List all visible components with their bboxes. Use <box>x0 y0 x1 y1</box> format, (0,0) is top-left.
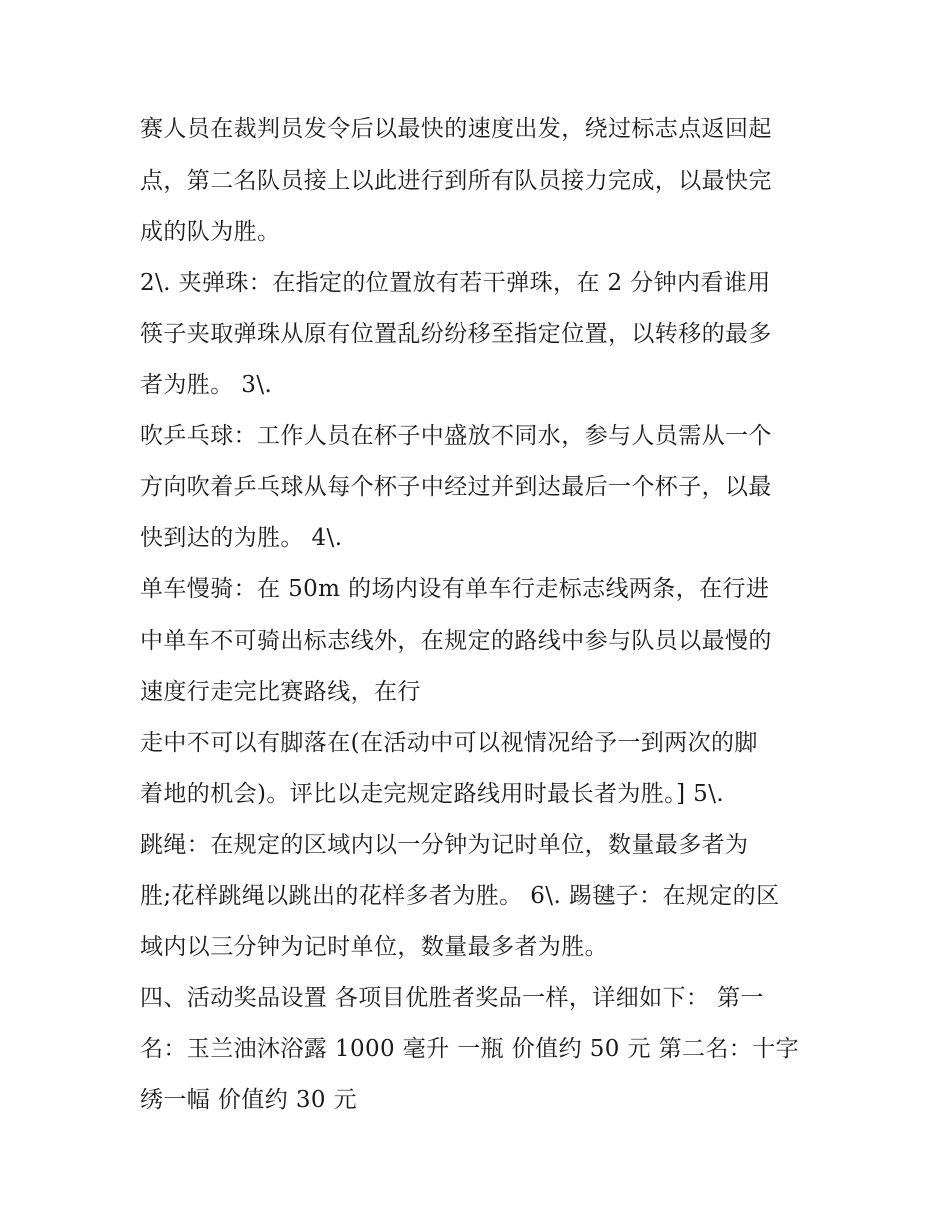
text-line: 绣一幅 价值约 30 元 <box>140 1087 357 1113</box>
text-line: 单车慢骑：在 50m 的场内设有单车行走标志线两条，在行进 <box>140 576 770 602</box>
text-line: 域内以三分钟为记时单位，数量最多者为胜。 <box>140 934 608 960</box>
text-line: 胜;花样跳绳以跳出的花样多者为胜。 6\. 踢毽子：在规定的区 <box>140 883 780 909</box>
text-line: 赛人员在裁判员发令后以最快的速度出发，绕过标志点返回起 <box>140 116 772 142</box>
text-line: 中单车不可骑出标志线外，在规定的路线中参与队员以最慢的 <box>140 628 772 654</box>
text-line: 四、活动奖品设置 各项目优胜者奖品一样，详细如下： 第一 <box>140 985 764 1011</box>
text-line: 方向吹着乒乓球从每个杯子中经过并到达最后一个杯子，以最 <box>140 474 772 500</box>
text-line: 成的队为胜。 <box>140 219 281 245</box>
text-line: 快到达的为胜。 4\. <box>140 525 343 551</box>
text-line: 2\. 夹弹珠：在指定的位置放有若干弹珠，在 2 分钟内看谁用 <box>140 270 771 296</box>
text-line: 着地的机会)。评比以走完规定路线用时最长者为胜。] 5\. <box>140 781 725 807</box>
text-line: 筷子夹取弹珠从原有位置乱纷纷移至指定位置，以转移的最多 <box>140 321 772 347</box>
text-line: 走中不可以有脚落在(在活动中可以视情况给予一到两次的脚 <box>140 730 758 756</box>
text-line: 名：玉兰油沐浴露 1000 毫升 一瓶 价值约 50 元 第二名：十字 <box>140 1036 799 1062</box>
text-line: 跳绳：在规定的区域内以一分钟为记时单位，数量最多者为 <box>140 832 749 858</box>
text-line: 者为胜。 3\. <box>140 372 273 398</box>
text-line: 速度行走完比赛路线，在行 <box>140 679 421 705</box>
text-line: 吹乒乓球：工作人员在杯子中盛放不同水，参与人员需从一个 <box>140 423 772 449</box>
text-line: 点，第二名队员接上以此进行到所有队员接力完成，以最快完 <box>140 168 772 194</box>
